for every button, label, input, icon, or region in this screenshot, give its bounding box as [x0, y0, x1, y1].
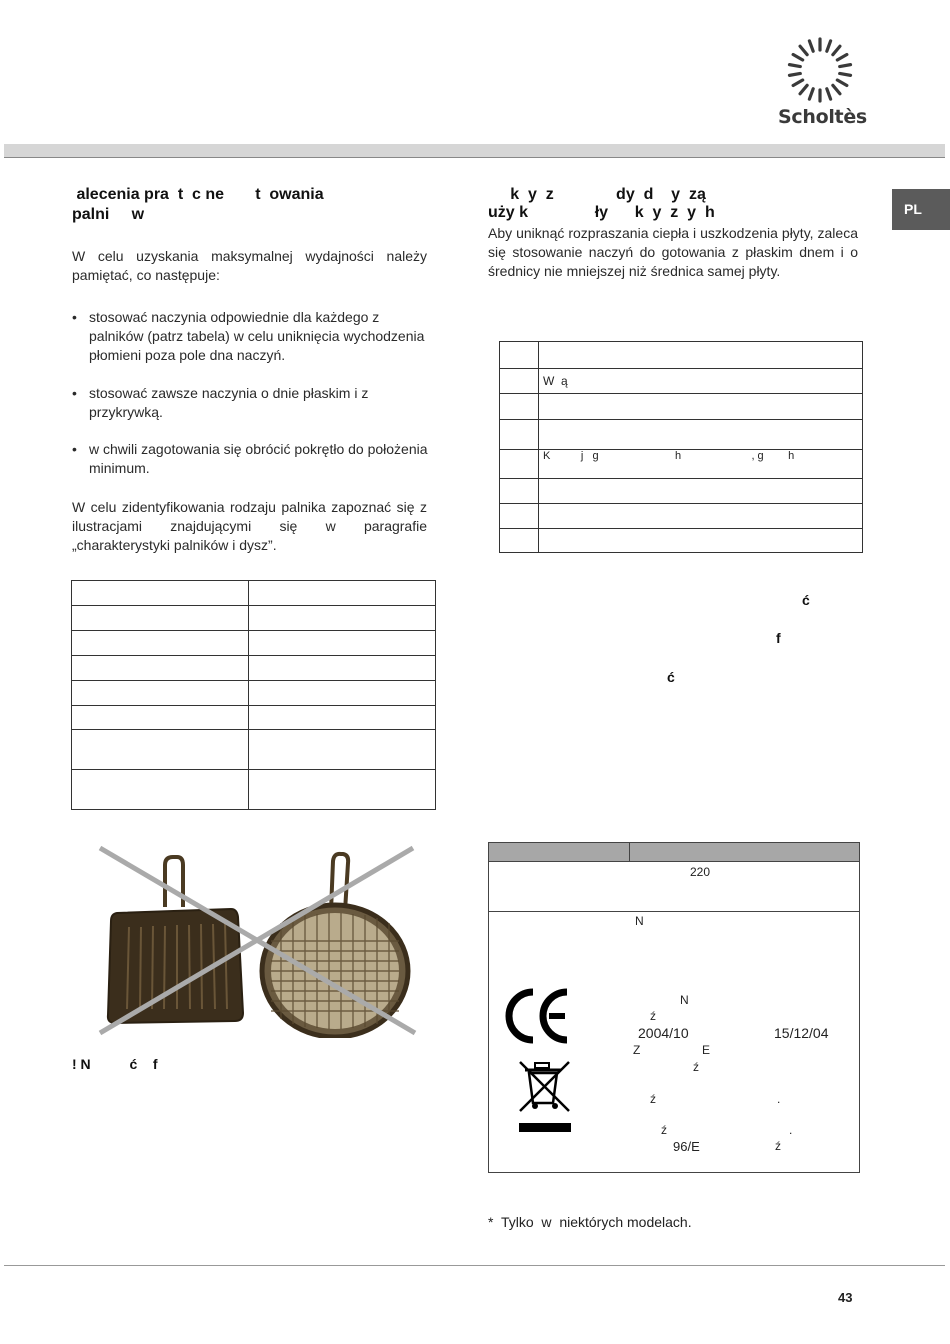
table-cell: [249, 730, 436, 770]
right-intro: Aby uniknąć rozpraszania ciepła i uszkodzenia płyty, zaleca się stosowanie naczyń do gotowania z płaskim dnem i o średnicy nie mniejszej niż średnica samej płyty.: [488, 225, 858, 279]
weee-crossed-bin-icon: [517, 1059, 573, 1134]
cookware-table: [499, 341, 863, 553]
table-cell: [249, 770, 436, 810]
right-heading-line1: k y z dy d y zą: [488, 186, 706, 203]
label-header-bar: [489, 843, 859, 862]
label-text: Z: [633, 1043, 641, 1057]
table-cell: W ą: [539, 369, 863, 394]
table-cell: [500, 479, 539, 504]
brand-logo: [770, 35, 870, 130]
table-cell: [500, 504, 539, 529]
weee-directive: 96/E: [673, 1139, 700, 1154]
left-intro: W celu uzyskania maksymalnej wydajności należy pamiętać, co następuje:: [72, 248, 427, 283]
label-text: E: [702, 1043, 711, 1057]
bullet-item: [72, 440, 432, 480]
bullet-symbol: •: [72, 309, 77, 325]
table-cell: [500, 369, 539, 394]
bullet-symbol: •: [72, 441, 77, 457]
identify-text: W celu zidentyfikowania rodzaju palnika zapoznać się z ilustracjami znajdującymi się w paragrafie „charakterystyki palników i dysz”.: [72, 499, 427, 553]
left-heading-line2: palni w: [72, 206, 145, 223]
table-cell: [72, 656, 249, 681]
table-cell: [72, 631, 249, 656]
table-cell: [500, 342, 539, 369]
bullet-item: [72, 308, 432, 368]
table-cell: [72, 681, 249, 706]
table-cell: [539, 342, 863, 369]
table-cell: [500, 394, 539, 420]
table-cell: [72, 606, 249, 631]
warning-note: ! N ć f: [72, 1056, 158, 1072]
brand-name: Scholtès: [778, 106, 867, 128]
bullet-text: stosować zawsze naczynia o dnie płaskim i z przykrywką.: [89, 385, 369, 420]
label-text: N: [680, 993, 689, 1007]
burner-pan-table: [71, 580, 436, 810]
label-divider-vertical: [629, 843, 630, 861]
table-cell: [72, 581, 249, 606]
table-cell: [72, 730, 249, 770]
label-divider-horizontal: [489, 911, 859, 912]
label-text: N: [635, 914, 644, 928]
text-fragment: f: [776, 630, 781, 646]
label-text: ź: [775, 1139, 781, 1153]
technical-label-box: [488, 842, 860, 1173]
bullet-symbol: •: [72, 385, 77, 401]
right-heading-line2: uży k ły k y z y h: [488, 204, 715, 221]
voltage-value: 220: [690, 865, 711, 879]
table-cell: [249, 606, 436, 631]
table-cell: [72, 770, 249, 810]
label-text: ź: [661, 1123, 667, 1137]
footer-rule: [4, 1265, 945, 1266]
label-text: ź: [650, 1092, 656, 1106]
table-cell: K j g h , g h: [539, 450, 863, 479]
bullet-item: [72, 384, 432, 424]
label-text: .: [777, 1092, 781, 1106]
crossed-out-grill-pans-illustration: [95, 843, 420, 1038]
language-tab: PL: [892, 189, 950, 230]
table-cell: [539, 479, 863, 504]
bullet-text: w chwili zagotowania się obrócić pokrętło do położenia minimum.: [89, 441, 428, 476]
table-cell: [249, 581, 436, 606]
table-cell: [539, 394, 863, 420]
text-fragment: ć: [802, 592, 810, 608]
table-cell: [249, 706, 436, 730]
label-text: ź: [693, 1060, 699, 1074]
table-cell: [539, 420, 863, 450]
table-cell: [500, 529, 539, 553]
header-bar: [4, 144, 945, 158]
table-cell: [249, 631, 436, 656]
directive-date: 15/12/04: [774, 1025, 829, 1041]
page-number: 43: [838, 1290, 853, 1305]
table-cell: [249, 681, 436, 706]
label-text: .: [789, 1123, 793, 1137]
label-text: ź: [650, 1009, 656, 1023]
text-fragment: ć: [667, 669, 675, 685]
table-cell: [500, 420, 539, 450]
bullet-text: stosować naczynia odpowiednie dla każdego z palników (patrz tabela) w celu uniknięcia wychodzenia płomieni poza pole dna naczyń.: [89, 309, 425, 363]
ce-mark-icon: [503, 988, 573, 1044]
sun-logo-icon: [770, 35, 870, 105]
directive-number: 2004/10: [638, 1025, 689, 1041]
table-cell: [539, 529, 863, 553]
table-cell: [249, 656, 436, 681]
table-cell: [72, 706, 249, 730]
footnote: * Tylko w niektórych modelach.: [488, 1214, 692, 1230]
left-heading-line1: alecenia pra t c ne t owania: [72, 186, 324, 203]
table-cell: [539, 504, 863, 529]
table-cell: [500, 450, 539, 479]
